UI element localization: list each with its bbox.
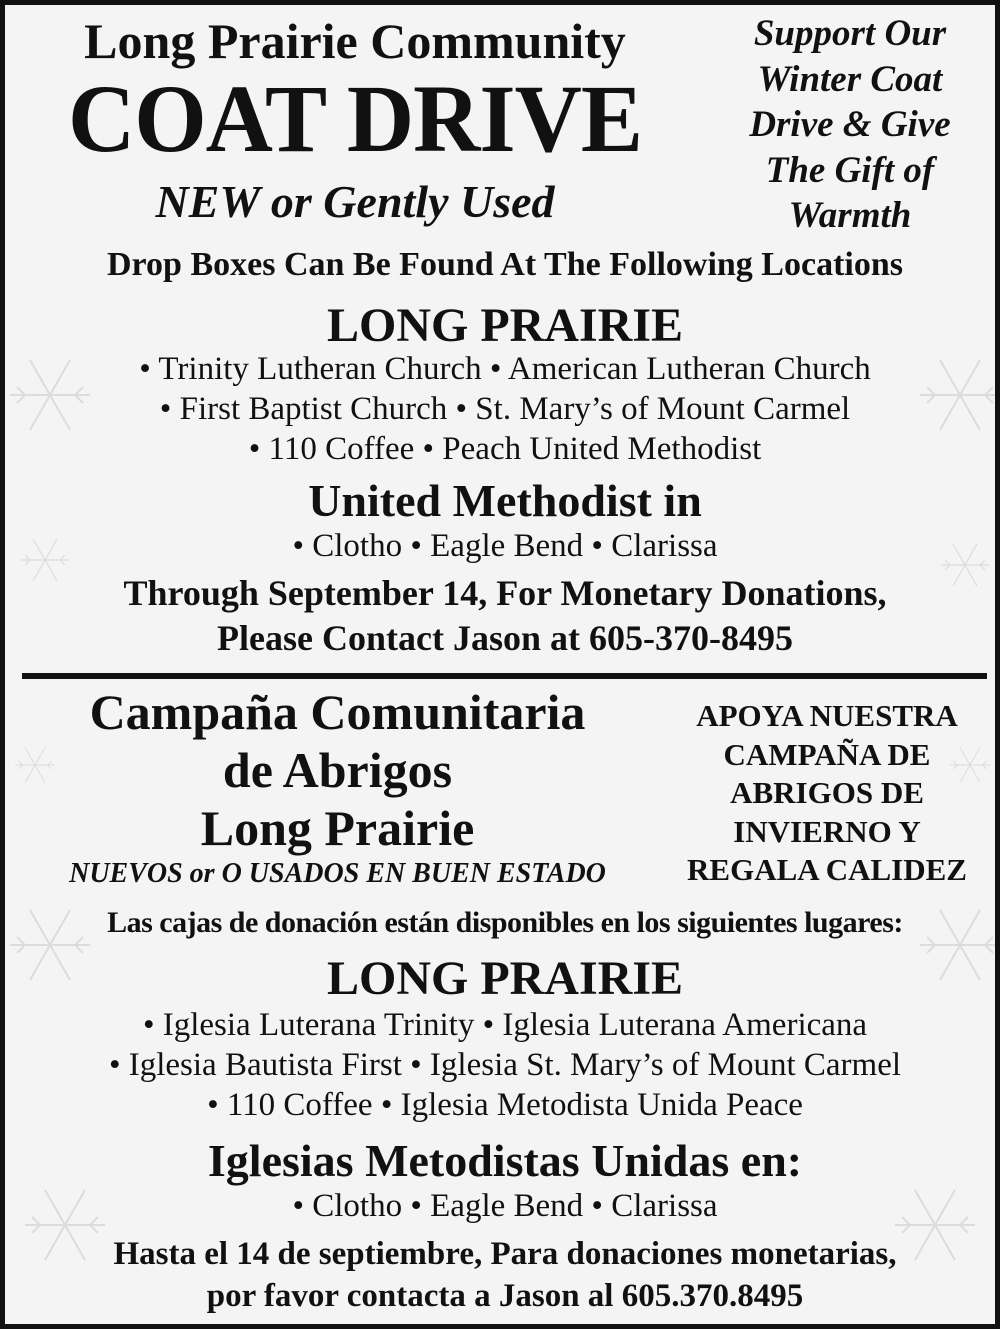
location-list <box>15 349 995 469</box>
section-divider <box>22 673 987 679</box>
support-line: APOYA NUESTRA <box>696 698 958 733</box>
city-heading: LONG PRAIRIE <box>326 299 684 352</box>
title-community: Long Prairie Community <box>84 13 626 69</box>
spanish-methodist-locations: • Clotho • Eagle Bend • Clarissa <box>292 1188 718 1224</box>
spanish-title <box>15 683 660 857</box>
spanish-methodist-heading: Iglesias Metodistas Unidas en: <box>207 1135 803 1186</box>
support-line: INVIERNO Y <box>733 813 921 849</box>
title-coat-drive: COAT DRIVE <box>67 65 643 172</box>
contact-line: Please Contact Jason at 605-370-8495 <box>217 618 793 658</box>
support-line: Winter Coat <box>757 58 943 100</box>
location-line: • 110 Coffee • Iglesia Metodista Unida Peace <box>207 1087 803 1123</box>
support-line: REGALA CALIDEZ <box>687 852 967 887</box>
support-line: ABRIGOS DE <box>730 775 924 810</box>
spanish-city-heading: LONG PRAIRIE <box>326 952 684 1005</box>
drop-boxes-heading: Drop Boxes Can Be Found At The Following Locations <box>107 246 903 283</box>
spanish-drop-boxes-heading: Las cajas de donación están disponibles en los siguientes lugares: <box>107 906 903 939</box>
subtitle-new-or-used: NEW or Gently Used <box>155 176 555 227</box>
spanish-title-line: Long Prairie <box>200 800 475 856</box>
support-line: Warmth <box>788 195 912 236</box>
spanish-location-list <box>15 1005 995 1125</box>
support-line: Support Our <box>753 13 947 54</box>
spanish-title-line: de Abrigos <box>222 742 453 798</box>
spanish-subtitle: NUEVOS or O USADOS EN BUEN ESTADO <box>69 858 606 889</box>
contact-line: Through September 14, For Monetary Donations, <box>123 573 887 613</box>
location-line: • First Baptist Church • St. Mary’s of Mount Carmel <box>159 391 851 427</box>
support-line: The Gift of <box>765 149 935 191</box>
location-line: • 110 Coffee • Peach United Methodist <box>248 431 762 467</box>
contact-info <box>15 571 995 661</box>
methodist-locations: • Clotho • Eagle Bend • Clarissa <box>292 528 718 564</box>
spanish-contact-info <box>15 1233 995 1317</box>
support-line: Drive & Give <box>749 104 951 145</box>
location-line: • Iglesia Bautista First • Iglesia St. Mary’s of Mount Carmel <box>108 1047 902 1083</box>
support-message <box>715 11 985 239</box>
contact-line: por favor contacta a Jason al 605.370.8495 <box>206 1278 804 1314</box>
location-line: • Trinity Lutheran Church • American Lutheran Church <box>139 351 871 387</box>
methodist-heading: United Methodist in <box>308 475 702 526</box>
contact-line: Hasta el 14 de septiembre, Para donaciones monetarias, <box>113 1236 897 1272</box>
spanish-support-message <box>677 697 977 890</box>
location-line: • Iglesia Luterana Trinity • Iglesia Luterana Americana <box>142 1007 868 1043</box>
spanish-title-line: Campaña Comunitaria <box>89 684 586 740</box>
support-line: CAMPAÑA DE <box>723 736 931 772</box>
